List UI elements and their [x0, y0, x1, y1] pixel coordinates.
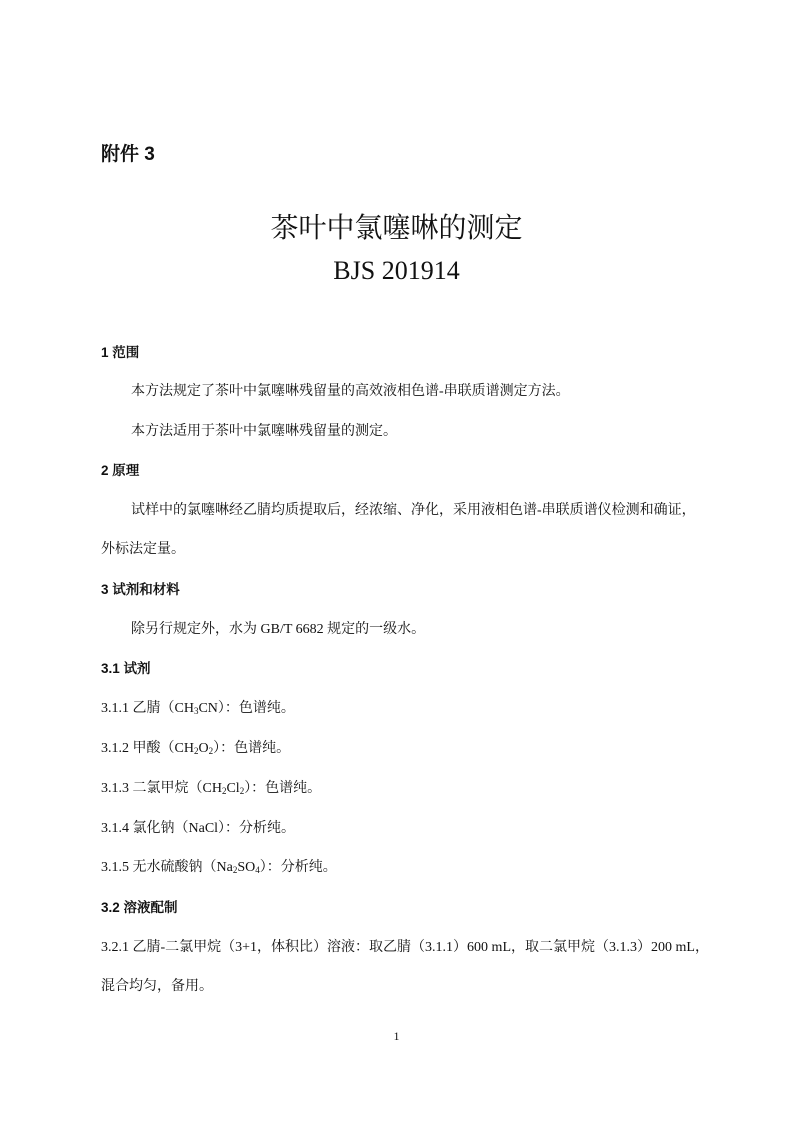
- solution-item: 混合均匀，备用。: [101, 979, 213, 994]
- reagent-text: ）：色谱纯。: [213, 741, 291, 756]
- reagent-text: ）：分析纯。: [259, 860, 337, 875]
- reagent-text: 3.1.2 甲酸（CH: [101, 741, 194, 756]
- subscript: 2: [193, 746, 199, 756]
- subscript: 2: [221, 786, 227, 796]
- reagent-item: [101, 858, 337, 878]
- reagent-text: O: [198, 741, 209, 756]
- subscript: 3: [193, 706, 199, 716]
- section-heading: 1 范围: [101, 345, 140, 360]
- solution-item: 3.2.1 乙腈-二氯甲烷（3+1，体积比）溶液：取乙腈（3.1.1）600 mL，取二氯甲烷（3.1.3）200 mL，: [101, 940, 709, 955]
- reagent-text: CN）：色谱纯。: [198, 701, 295, 716]
- reagent-item: 3.1.4 氯化钠（NaCl）：分析纯。: [101, 821, 296, 836]
- subscript: 2: [208, 746, 214, 756]
- paragraph: 外标法定量。: [101, 542, 185, 557]
- standard-code: BJS 201914: [333, 256, 460, 285]
- reagent-text: SO: [237, 860, 256, 875]
- subsection-heading: 3.2 溶液配制: [101, 900, 178, 915]
- subscript: 2: [232, 865, 238, 875]
- paragraph: 试样中的氯噻啉经乙腈均质提取后，经浓缩、净化，采用液相色谱-串联质谱仪检测和确证，: [131, 503, 696, 518]
- paragraph: 除另行规定外，水为 GB/T 6682 规定的一级水。: [131, 622, 426, 637]
- subscript: 2: [239, 786, 245, 796]
- section-heading: 3 试剂和材料: [101, 582, 180, 597]
- reagent-text: 3.1.1 乙腈（CH: [101, 701, 194, 716]
- reagent-text: 3.1.3 二氯甲烷（CH: [101, 781, 222, 796]
- reagent-text: ）：色谱纯。: [244, 781, 322, 796]
- paragraph: 本方法规定了茶叶中氯噻啉残留量的高效液相色谱-串联质谱测定方法。: [131, 384, 570, 399]
- document-title: 茶叶中氯噻啉的测定: [270, 212, 523, 243]
- reagent-item: [101, 739, 290, 759]
- section-heading: 2 原理: [101, 463, 140, 478]
- page-number: 1: [393, 1029, 400, 1043]
- reagent-item: [101, 779, 321, 799]
- paragraph: 本方法适用于茶叶中氯噻啉残留量的测定。: [131, 424, 397, 439]
- annex-label: 附件 3: [101, 144, 155, 165]
- subscript: 4: [255, 865, 260, 875]
- subsection-heading: 3.1 试剂: [101, 661, 151, 676]
- reagent-text: 3.1.5 无水硫酸钠（Na: [101, 860, 233, 875]
- reagent-text: Cl: [226, 781, 240, 796]
- reagent-item: [101, 699, 295, 719]
